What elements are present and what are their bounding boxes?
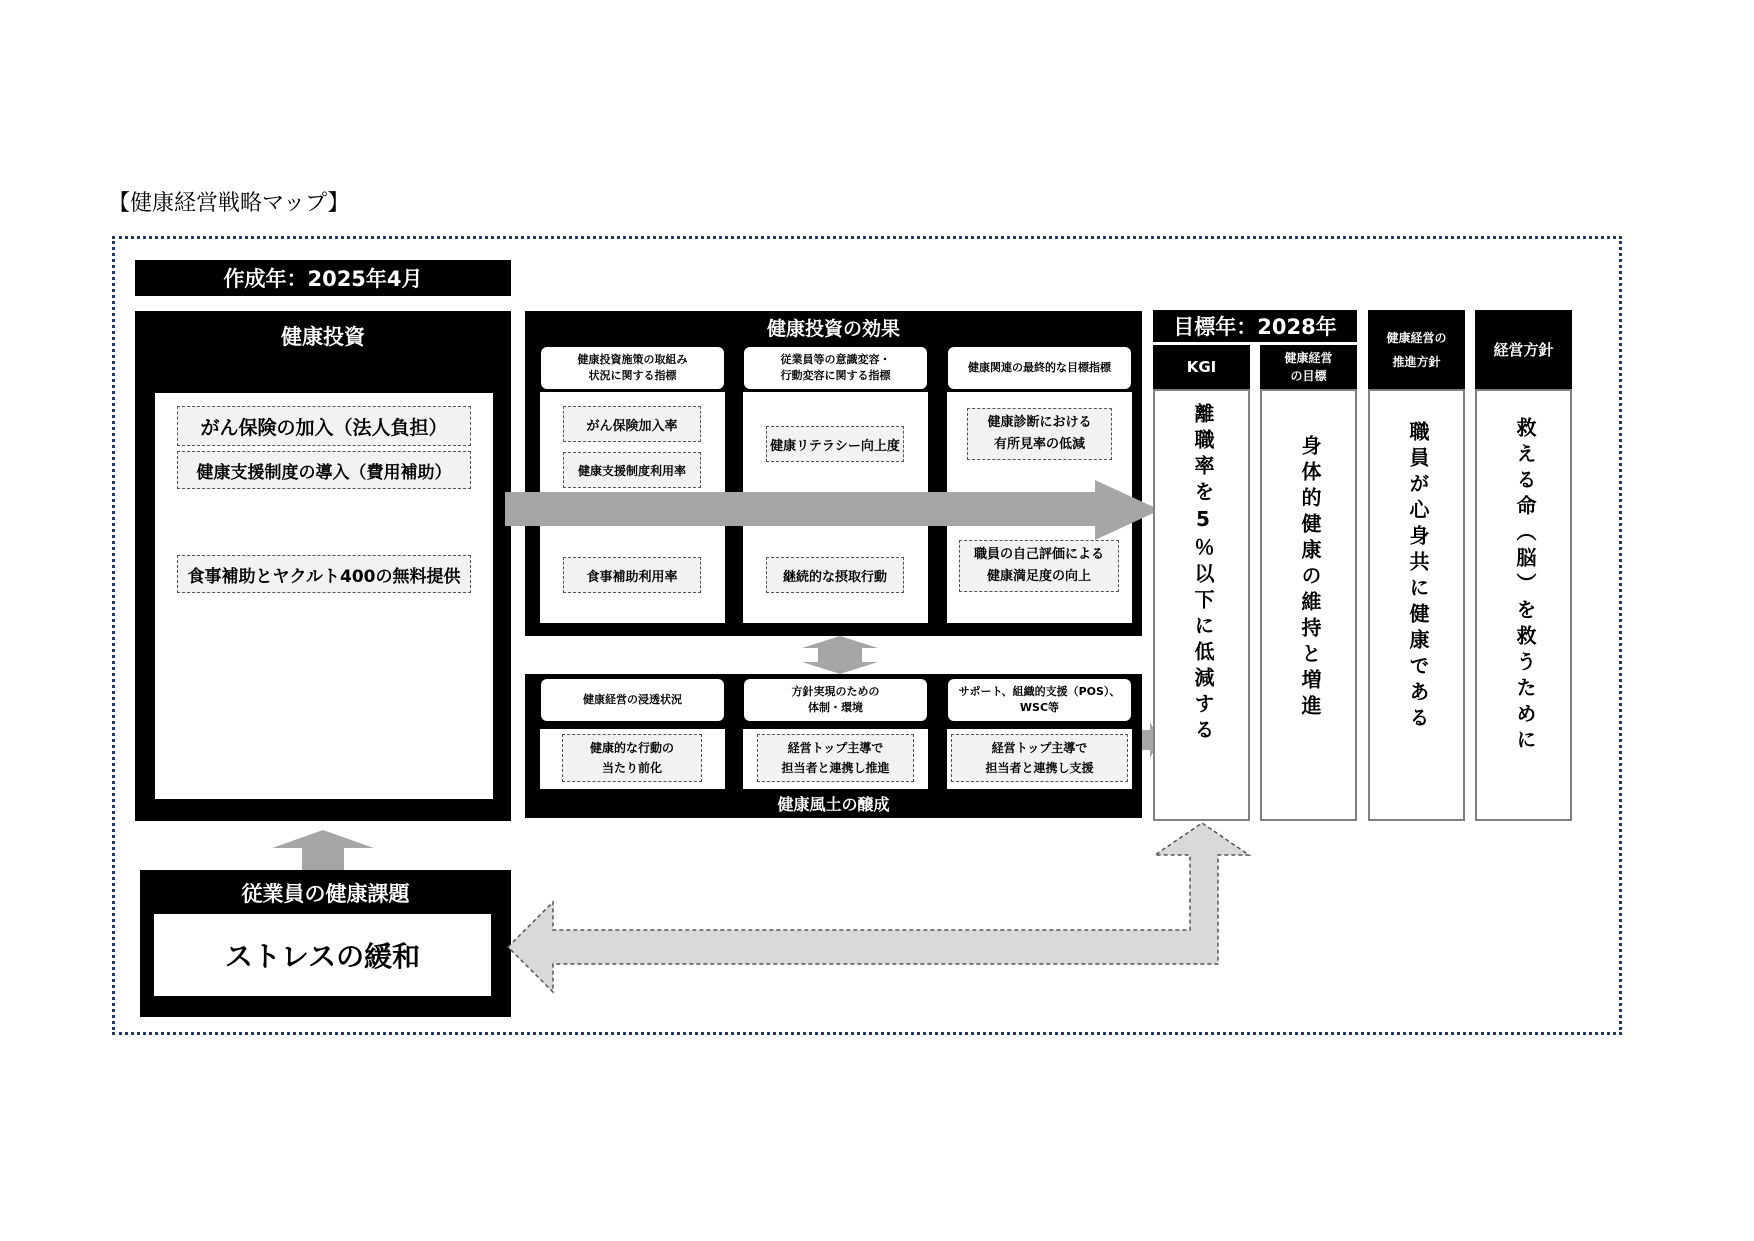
page-title: 【健康経営戦略マップ】 <box>108 191 350 216</box>
culture-col3-title: サポート、組織的支援（POS）、 WSC等 <box>948 679 1131 721</box>
effects-indicator: 職員の自己評価による 健康満足度の向上 <box>959 540 1119 592</box>
effects-header: 健康投資の効果 <box>766 317 900 340</box>
effects-indicator: 健康診断における 有所見率の低減 <box>967 408 1112 460</box>
mgmt-text: 救える命（脳）を救うために <box>1513 417 1537 755</box>
kgi-text: 離職率を5％以下に低減する <box>1191 403 1215 745</box>
effects-indicator: がん保険加入率 <box>563 406 701 442</box>
investment-item: 健康支援制度の導入（費用補助） <box>177 451 471 489</box>
effects-indicator: 継続的な摂取行動 <box>766 557 904 593</box>
effects-col2-title: 従業員等の意識変容・ 行動変容に関する指標 <box>744 347 927 389</box>
effects-culture-double-arrow <box>802 636 878 674</box>
mgmt-box <box>1475 389 1572 821</box>
effects-panel <box>525 311 1142 636</box>
issue-header: 従業員の健康課題 <box>241 882 410 906</box>
culture-panel <box>525 674 1142 818</box>
culture-item: 経営トップ主導で 担当者と連携し推進 <box>757 734 914 782</box>
culture-item: 経営トップ主導で 担当者と連携し支援 <box>951 734 1128 782</box>
goal-label: 健康経営 の目標 <box>1260 345 1357 389</box>
culture-col3-body <box>947 729 1132 789</box>
investment-panel <box>135 311 511 821</box>
investment-item: がん保険の加入（法人負担） <box>177 406 471 446</box>
effects-col1-title: 健康投資施策の取組み 状況に関する指標 <box>541 347 724 389</box>
investment-to-kgi-arrow <box>505 480 1165 540</box>
investment-header: 健康投資 <box>281 325 365 349</box>
policy-text: 職員が心身共に健康である <box>1406 421 1430 733</box>
culture-item: 健康的な行動の 当たり前化 <box>562 734 702 782</box>
culture-footer: 健康風土の醸成 <box>777 794 890 814</box>
goal-text: 身体的健康の維持と増進 <box>1298 435 1322 721</box>
policy-label: 健康経営の 推進方針 <box>1368 310 1465 389</box>
culture-col1-title: 健康経営の浸透状況 <box>541 679 724 721</box>
culture-col2-body <box>743 729 928 789</box>
issue-panel <box>140 870 511 1017</box>
created-year-label: 作成年：2025年4月 <box>135 260 511 296</box>
kgi-box <box>1153 389 1250 821</box>
culture-col1-body <box>540 729 725 789</box>
policy-box <box>1368 389 1465 821</box>
target-year-label: 目標年：2028年 <box>1153 310 1357 342</box>
goal-box <box>1260 389 1357 821</box>
issue-kgi-connector-arrow <box>505 820 1255 995</box>
kgi-label: KGI <box>1153 345 1250 389</box>
effects-col3-title: 健康関連の最終的な目標指標 <box>948 347 1131 389</box>
effects-indicator: 食事補助利用率 <box>563 557 701 593</box>
investment-item: 食事補助とヤクルト400の無料提供 <box>177 555 471 593</box>
mgmt-label: 経営方針 <box>1475 310 1572 389</box>
issue-text: ストレスの緩和 <box>154 914 491 996</box>
issue-to-investment-arrow <box>272 830 374 870</box>
effects-indicator: 健康支援制度利用率 <box>563 452 701 488</box>
effects-indicator: 健康リテラシー向上度 <box>766 426 904 462</box>
culture-col2-title: 方針実現のための 体制・環境 <box>744 679 927 721</box>
investment-body <box>155 393 493 799</box>
